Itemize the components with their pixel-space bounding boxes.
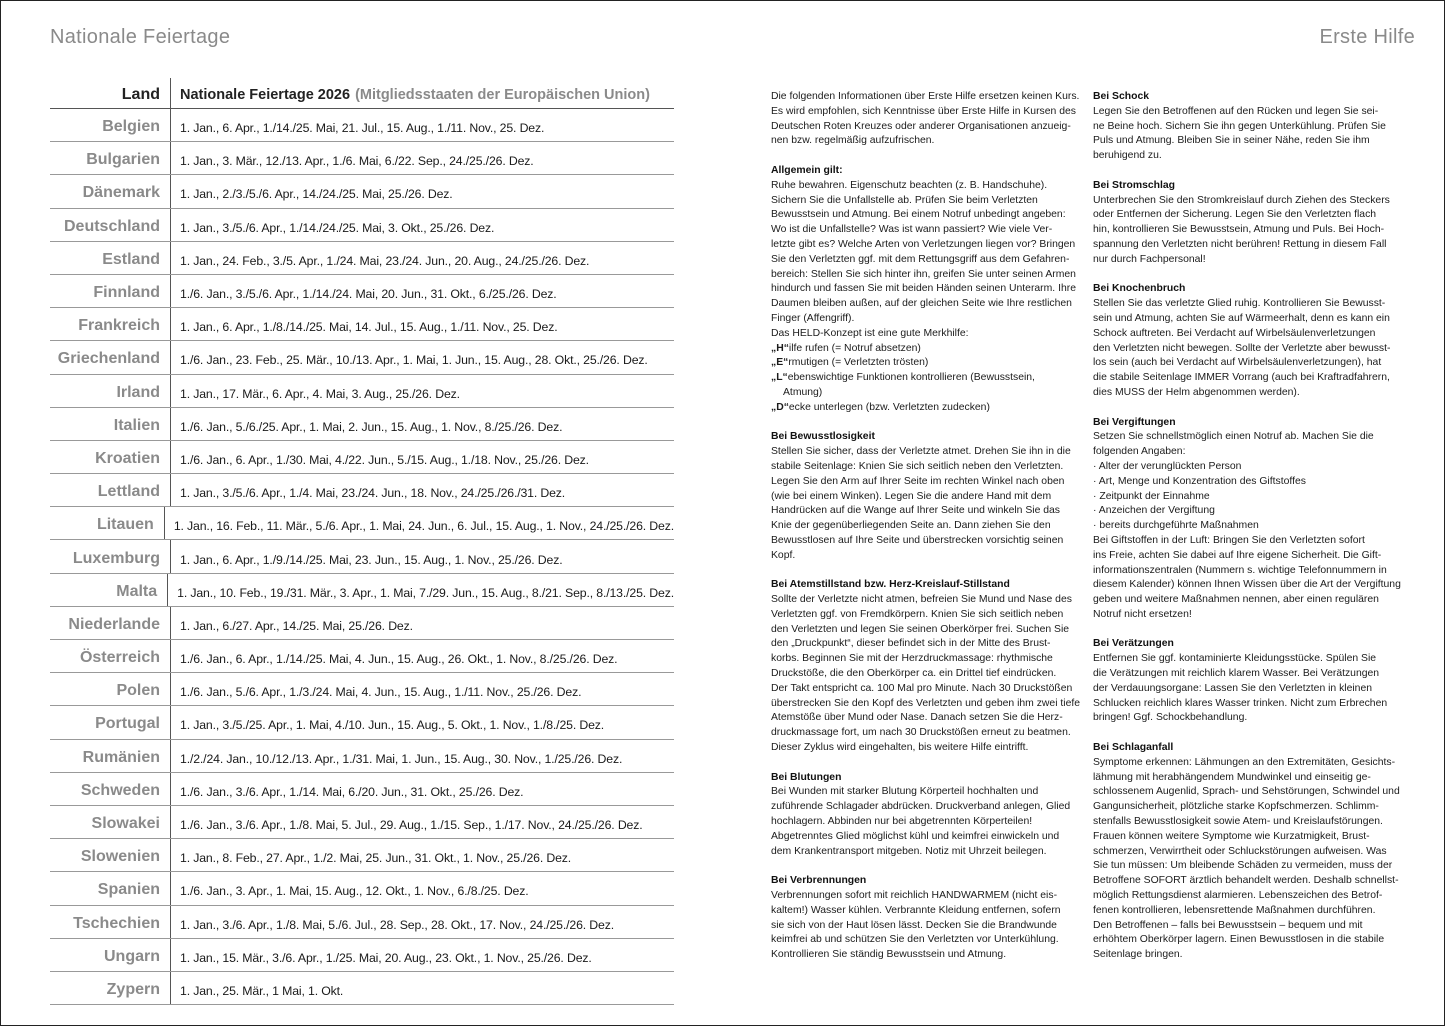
text-line: lähmung mit herabhängendem Mundwinkel und einseitig ge- [1093,771,1371,783]
dates-cell [171,806,674,838]
table-row [50,540,674,573]
country-cell [50,308,171,340]
blutungen-section [771,771,1071,860]
text-line: stabile Seitenlage: Knien Sie sich seitlich neben den Verletzten. [771,460,1064,472]
text-line: zuführende Schlagader abdrücken. Druckverband anlegen, Glied [771,801,1071,813]
holiday-dates: 1./6. Jan., 6. Apr., 1./30. Mai, 4./22. Jun., 5./15. Aug., 1./18. Nov., 25./26. Dez. [180,452,589,467]
text-line: hin, kontrollieren Sie Bewusstsein, Atmung und Puls. Bei Hoch- [1093,224,1385,236]
text-line: schmerzen, Verwirrtheit oder Schluckstörungen aufweisen. Was [1093,845,1387,857]
holiday-dates: 1. Jan., 6. Apr., 1./9./14./25. Mai, 23. Jun., 15. Aug., 1. Nov., 25./26. Dez. [180,552,563,567]
text-line: die stabile Seitenlage IMMER Vorrang (auch bei Kraftradfahrern, [1093,372,1390,384]
text-line: Daumen bleiben außen, auf der gleichen Seite wie Ihre restlichen [771,298,1072,310]
country-cell [50,209,171,241]
holiday-table [50,78,674,1005]
holiday-dates: 1. Jan., 3. Mär., 12./13. Apr., 1./6. Mai, 6./22. Sep., 24./25./26. Dez. [180,154,534,169]
allgemein-section [771,164,1076,416]
country-cell [50,972,171,1004]
holiday-dates: 1. Jan., 3./5./25. Apr., 1. Mai, 4./10. Jun., 15. Aug., 5. Okt., 1. Nov., 1./8./25. Dez. [180,718,605,733]
dates-cell [171,142,674,174]
text-line: die Verätzungen mit reichlich klarem Wasser. Bei Verätzungen [1093,668,1380,680]
text-line: bringen! Ggf. Schockbehandlung. [1093,712,1248,724]
country-cell [50,408,171,440]
table-row [50,773,674,806]
text-line: Das HELD-Konzept ist eine gute Merkhilfe: [771,327,969,339]
text-line: · Anzeichen der Vergiftung [1093,505,1215,517]
dates-cell [171,939,674,971]
text-line: Finger (Affengriff). [771,312,855,324]
bewusstlosigkeit-text [771,445,1071,563]
table-row [50,607,674,640]
table-row [50,906,674,939]
text-line: Legen Sie den Arm auf Ihrer Seite im rechten Winkel nach oben [771,475,1065,487]
country-name: Luxemburg [72,549,160,567]
table-row [50,706,674,739]
text-line: oder Entfernen der Sicherung. Legen Sie den Verletzten flach [1093,209,1377,221]
country-name: Frankreich [78,317,160,335]
holiday-dates: 1. Jan., 6. Apr., 1./14./25. Mai, 21. Jul., 15. Aug., 1./11. Nov., 25. Dez. [180,121,545,136]
text-line: Schlucken reichlich klares Wasser trinken. Nicht zum Erbrechen [1093,697,1388,709]
text-line: Abgetrenntes Glied möglichst kühl und keimfrei einwickeln und [771,830,1060,842]
text-line: kaltem!) Wasser kühlen. Verbrannte Kleidung entfernen, sofern [771,904,1061,916]
held-item [771,401,1071,416]
country-name: Spanien [97,881,160,899]
schock-heading: Bei Schock [1093,91,1150,102]
dates-cell [171,906,674,938]
text-line: Frauen können weitere Symptome wie Kurzatmigkeit, Brust- [1093,830,1370,842]
country-name: Belgien [102,118,160,136]
blutungen-text [771,785,1071,859]
first-aid-column-left [771,90,1081,978]
held-text: Atmung) [783,386,823,398]
country-cell [50,109,171,141]
text-line: Stellen Sie das verletzte Glied ruhig. Kontrollieren Sie Bewusst- [1093,298,1386,310]
dates-cell [171,341,674,373]
text-line: korbs. Beginnen Sie mit der Herzdruckmassage: rhythmische [771,653,1053,665]
holiday-dates: 1./6. Jan., 5./6./25. Apr., 1. Mai, 2. Jun., 15. Aug., 1. Nov., 8./25./26. Dez. [180,419,563,434]
country-name: Österreich [79,649,160,667]
text-line: den Verletzten und legen Sie seinen Oberkörper frei. Suchen Sie [771,623,1070,635]
dates-cell [171,242,674,274]
country-cell [50,939,171,971]
dates-cell [171,673,674,705]
intro-section [771,90,1080,149]
country-cell [50,341,171,373]
held-item [771,342,1071,357]
header-dates-title: Nationale Feiertage 2026 [180,87,351,103]
text-line: (wie bei einem Winken). Legen Sie die andere Hand mit dem [771,490,1052,502]
text-line: dem Krankentransport mitgeben. Notiz mit Uhrzeit beilegen. [771,845,1047,857]
intro-text [771,90,1080,149]
first-aid-column-right [1093,90,1401,978]
text-line: Seitenlage bringen. [1093,949,1183,961]
holiday-dates: 1./2./24. Jan., 10./12./13. Apr., 1./31. Mai, 1. Jun., 15. Aug., 30. Nov., 1./25./26. Dez. [180,751,623,766]
holiday-dates: 1. Jan., 6./27. Apr., 14./25. Mai, 25./26. Dez. [180,618,413,633]
text-line: dies MUSS der Helm abgenommen werden). [1093,386,1300,398]
country-name: Schweden [80,781,160,799]
country-name: Rumänien [82,748,160,766]
held-letter: „E“ [771,357,789,369]
country-cell [50,242,171,274]
held-item [771,386,1071,401]
table-header [50,78,674,109]
text-line: Dieser Zyklus wird eingehalten, bis weitere Hilfe eintrifft. [771,742,1029,754]
dates-cell [168,574,674,606]
text-line: Kontrollieren Sie ständig Bewusstsein und Atmung. [771,949,1007,961]
holiday-dates: 1. Jan., 15. Mär., 3./6. Apr., 1./25. Mai, 20. Aug., 23. Okt., 1. Nov., 25./26. Dez. [180,950,592,965]
country-cell [50,574,168,606]
country-cell [50,540,171,572]
country-name: Slowakei [91,815,160,833]
country-name: Malta [116,582,158,600]
text-line: Handrücken auf die Wange auf Ihrer Seite und winkeln Sie das [771,505,1060,517]
country-name: Deutschland [63,217,160,235]
country-name: Slowenien [80,848,160,866]
text-line: spannung den Verletzten nicht berühren! Rettung in diesem Fall [1093,238,1387,250]
text-line: bereich: Stellen Sie sich hinter ihn, greifen Sie unter seinen Armen [771,268,1076,280]
text-line: Verbrennungen sofort mit reichlich HANDWARMEM (nicht eis- [771,890,1058,902]
schlaganfall-text [1093,756,1400,963]
vergiftungen-heading: Bei Vergiftungen [1093,416,1176,428]
holiday-dates: 1. Jan., 25. Mär., 1 Mai, 1. Okt. [180,983,344,998]
atemstillstand-text [771,593,1081,756]
dates-cell [171,839,674,871]
table-row [50,341,674,374]
text-line: Bewusstsein und Atmung. Bei einem Notruf unbedingt angeben: [771,209,1066,221]
text-line: geben und weitere Maßnahmen nennen, aber einen regulären [1093,594,1379,606]
table-row [50,474,674,507]
holiday-dates: 1. Jan., 2./3./5./6. Apr., 14./24./25. Mai, 25./26. Dez. [180,187,453,202]
dates-cell [171,109,674,141]
knochenbruch-section [1093,282,1393,400]
text-line: Setzen Sie schnellstmöglich einen Notruf ab. Machen Sie die [1093,431,1374,443]
holiday-dates: 1./6. Jan., 5./6. Apr., 1./3./24. Mai, 4. Jun., 15. Aug., 1./11. Nov., 25./26. Dez. [180,685,582,700]
dates-cell [171,209,674,241]
held-text: ebenswichtige Funktionen kontrollieren (Bewusstsein, [787,372,1035,384]
held-text: rmutigen (= Verletzten trösten) [788,357,929,369]
text-line: · bereits durchgeführte Maßnahmen [1093,520,1259,532]
country-cell [50,474,171,506]
table-body [50,109,674,1005]
table-row [50,275,674,308]
text-line: Druckstöße, die den Oberkörper ca. ein Drittel tief eindrücken. [771,668,1057,680]
schlaganfall-section [1093,741,1400,963]
veraetzungen-text [1093,652,1393,726]
veraetzungen-section [1093,637,1393,726]
text-line: schlossenem Augenlid, Sprach- und Sehstörungen, Schwindel und [1093,786,1400,798]
table-row [50,375,674,408]
dates-cell [171,474,674,506]
dates-cell [171,706,674,738]
held-item [771,371,1071,386]
running-head-left: Nationale Feiertage [50,26,231,48]
table-row [50,839,674,872]
holiday-dates: 1. Jan., 6. Apr., 1./8./14./25. Mai, 14. Jul., 15. Aug., 1./11. Nov., 25. Dez. [180,320,558,335]
table-row [50,408,674,441]
table-row [50,574,674,607]
country-cell [50,806,171,838]
blutungen-heading: Bei Blutungen [771,771,842,783]
holiday-dates: 1. Jan., 3./5./6. Apr., 1./14./24./25. Mai, 3. Okt., 25./26. Dez. [180,220,495,235]
country-cell [50,607,171,639]
table-row [50,507,674,540]
text-line: Knie der gegenüberliegenden Seite an. Dann ziehen Sie den [771,520,1051,532]
holiday-dates: 1./6. Jan., 3./5./6. Apr., 1./14./24. Mai, 20. Jun., 31. Okt., 6./25./26. Dez. [180,287,557,302]
text-line: überstrecken Sie den Kopf des Verletzten und geben ihm zwei tiefe [771,697,1081,709]
dates-cell [171,408,674,440]
text-line: Entfernen Sie ggf. kontaminierte Kleidungsstücke. Spülen Sie [1093,653,1377,665]
text-line: keimfrei ab und schützen Sie den Verletzten vor Unterkühlung. [771,934,1059,946]
header-dates-subtitle: (Mitgliedsstaaten der Europäischen Union) [355,87,650,103]
text-line: Die folgenden Informationen über Erste Hilfe ersetzen keinen Kurs. [771,91,1080,102]
text-line: Unterbrechen Sie den Stromkreislauf durch Ziehen des Steckers [1093,194,1390,206]
bewusstlosigkeit-heading: Bei Bewusstlosigkeit [771,431,875,443]
country-name: Litauen [96,516,154,534]
country-cell [50,773,171,805]
holiday-dates: 1. Jan., 10. Feb., 19./31. Mär., 3. Apr., 1. Mai, 7./29. Jun., 15. Aug., 8./21. Sep., 8./13./25. Dez. [177,585,674,600]
schlaganfall-heading: Bei Schlaganfall [1093,742,1174,754]
text-line: Sichern Sie die Unfallstelle ab. Prüfen Sie beim Verletzten [771,194,1038,206]
country-name: Polen [116,682,160,700]
knochenbruch-text [1093,297,1393,401]
table-row [50,175,674,208]
holiday-dates: 1./6. Jan., 3. Apr., 1. Mai, 15. Aug., 12. Okt., 1. Nov., 6./8./25. Dez. [180,884,529,899]
country-cell [50,142,171,174]
table-row [50,441,674,474]
verbrennungen-heading: Bei Verbrennungen [771,875,867,887]
text-line: hindurch und fassen Sie mit beiden Händen seinen Unterarm. Ihre [771,283,1076,295]
text-line: informationszentralen (Nummern s. wichtige Telefonnummern in [1093,564,1387,576]
allgemein-heading: Allgemein gilt: [771,164,843,176]
holiday-dates: 1. Jan., 8. Feb., 27. Apr., 1./2. Mai, 25. Jun., 31. Okt., 1. Nov., 25./26. Dez. [180,851,572,866]
text-line: den Verletzten nicht bewegen. Sollte der Verletzte aber bewusst- [1093,342,1391,354]
table-row [50,209,674,242]
text-line: · Zeitpunkt der Einnahme [1093,490,1210,502]
text-line: Bewusstlosen auf Ihre Seite und überstrecken vorsichtig seinen [771,534,1064,546]
verbrennungen-text [771,889,1071,963]
text-line: hochlagern. Abbinden nur bei abgetrennten Körperteilen! [771,816,1033,828]
text-line: beruhigend zu. [1093,150,1162,162]
stromschlag-text [1093,194,1393,268]
held-letter: „L“ [771,372,788,384]
text-line: diesem Kalender) können Ihnen Wissen über die Art der Vergiftung [1093,579,1401,591]
holiday-dates: 1. Jan., 3./5./6. Apr., 1./4. Mai, 23./24. Jun., 18. Nov., 24./25./26./31. Dez. [180,486,566,501]
text-line: sie sich von der Haut lösen lässt. Decken Sie die Brandwunde [771,919,1057,931]
text-line: Notruf nicht ersetzen! [1093,608,1192,620]
holiday-dates: 1./6. Jan., 3./6. Apr., 1./14. Mai, 6./20. Jun., 31. Okt., 25./26. Dez. [180,784,524,799]
text-line: folgenden Angaben: [1093,446,1186,458]
text-line: Puls und Atmung. Bleiben Sie in seiner Nähe, reden Sie ihm [1093,135,1370,147]
text-line: Sie den Verletzten ggf. mit dem Rettungsgriff aus dem Gefahren- [771,253,1070,265]
country-cell [50,706,171,738]
running-head-right: Erste Hilfe [1319,26,1415,48]
country-cell [50,441,171,473]
header-land-cell [50,78,171,108]
text-line: Bei Wunden mit starker Blutung Körperteil hochhalten und [771,786,1039,798]
country-name: Dänemark [82,184,160,202]
dates-cell [171,275,674,307]
text-line: möglich Rettungsdienst alarmieren. Lebenszeichen des Betrof- [1093,890,1383,902]
country-name: Lettland [97,483,160,501]
text-line: Atemstöße über Mund oder Nase. Danach setzen Sie die Herz- [771,712,1063,724]
country-cell [50,175,171,207]
held-list [771,342,1071,416]
country-name: Portugal [95,715,160,733]
holiday-dates: 1./6. Jan., 23. Feb., 25. Mär., 10./13. Apr., 1. Mai, 1. Jun., 15. Aug., 28. Okt., 25./26. Dez. [180,353,648,368]
vergiftungen-section [1093,416,1401,623]
country-name: Kroatien [95,449,160,467]
text-line: Deutschen Roten Kreuzes oder anderer Organisationen anzueig- [771,120,1071,132]
held-letter: „D“ [771,401,789,413]
text-line: letzte gibt es? Welche Arten von Verletzungen liegen vor? Bringen [771,238,1076,250]
text-line: nur durch Fachpersonal! [1093,253,1206,265]
country-name: Irland [116,383,160,401]
dates-cell [171,607,674,639]
text-line: Stellen Sie sicher, dass der Verletzte atmet. Drehen Sie ihn in die [771,446,1071,458]
dates-cell [171,308,674,340]
table-row [50,872,674,905]
text-line: Der Takt entspricht ca. 100 Mal pro Minute. Nach 30 Druckstößen [771,682,1073,694]
country-cell [50,906,171,938]
verbrennungen-section [771,874,1071,963]
dates-cell [171,175,674,207]
country-cell [50,839,171,871]
held-text: ecke unterlegen (bzw. Verletzten zudecken) [788,401,990,413]
header-land-label: Land [121,86,160,103]
held-text: ilfe rufen (= Notruf absetzen) [788,342,921,354]
table-row [50,673,674,706]
country-cell [50,673,171,705]
knochenbruch-heading: Bei Knochenbruch [1093,283,1186,295]
country-name: Ungarn [104,947,160,965]
holiday-dates: 1. Jan., 17. Mär., 6. Apr., 4. Mai, 3. Aug., 25./26. Dez. [180,386,460,401]
holiday-dates: 1. Jan., 16. Feb., 11. Mär., 5./6. Apr., 1. Mai, 24. Jun., 6. Jul., 15. Aug., 1. Nov., 24./25./26. Dez. [173,519,674,534]
country-name: Bulgarien [86,151,160,169]
dates-cell [165,507,674,539]
text-line: sein und Atmung, achten Sie auf Wärmeerhalt, denn es kann ein [1093,312,1390,324]
text-line: Sie tun müssen: Um bleibende Schäden zu vermeiden, muss der [1093,860,1393,872]
text-line: · Alter der verunglückten Person [1093,460,1242,472]
country-name: Italien [113,416,160,434]
table-row [50,640,674,673]
text-line: Den Betroffenen – falls bei Bewusstsein – bequem und mit [1093,919,1363,931]
holiday-dates: 1. Jan., 3./6. Apr., 1./8. Mai, 5./6. Jul., 28. Sep., 28. Okt., 17. Nov., 24./25./26. Dez. [180,917,614,932]
table-row [50,242,674,275]
text-line: nen bzw. regelmäßig aufzufrischen. [771,135,935,147]
text-line: Symptome erkennen: Lähmungen an den Extremitäten, Gesichts- [1093,756,1396,768]
text-line: ne Beine hoch. Sichern Sie ihn gegen Unterkühlung. Prüfen Sie [1093,120,1386,132]
text-line: Schock auftreten. Bei Verdacht auf Wirbelsäulenverletzungen [1093,327,1376,339]
table-row [50,740,674,773]
text-line: Sollte der Verletzte nicht atmen, befreien Sie Mund und Nase des [771,594,1072,606]
text-line: stenfalls Bewusstlosigkeit sowie Atem- und Kreislaufstörungen. [1093,816,1383,828]
holiday-dates: 1./6. Jan., 3./6. Apr., 1./8. Mai, 5. Jul., 29. Aug., 1./15. Sep., 1./17. Nov., 24./25./26. Dez. [180,818,643,833]
table-row [50,308,674,341]
table-row [50,142,674,175]
text-line: druckmassage fort, um nach 30 Druckstößen erneut zu beatmen. [771,727,1071,739]
country-cell [50,375,171,407]
country-cell [50,640,171,672]
text-line: fenen kontrollieren, lebensrettende Maßnahmen durchführen. [1093,904,1376,916]
country-name: Finnland [93,284,160,302]
dates-cell [171,540,674,572]
holiday-dates: 1./6. Jan., 6. Apr., 1./14./25. Mai, 4. Jun., 15. Aug., 26. Okt., 1. Nov., 8./25./26. Dez. [180,652,618,667]
dates-cell [171,740,674,772]
table-row [50,109,674,142]
country-cell [50,275,171,307]
dates-cell [171,773,674,805]
dates-cell [171,972,674,1004]
held-letter: „H“ [771,342,789,354]
text-line: los sein (auch bei Verdacht auf Wirbelsäulenverletzungen), hat [1093,357,1382,369]
text-line: · Art, Menge und Konzentration des Giftstoffes [1093,475,1306,487]
country-name: Tschechien [73,914,160,932]
vergiftungen-text [1093,430,1401,622]
text-line: erhöhtem Oberkörper lagern. Einen Bewusstlosen in die stabile [1093,934,1385,946]
bewusstlosigkeit-section [771,430,1071,563]
text-line: Verletzten ggf. von Fremdkörpern. Knien Sie sich seitlich neben [771,608,1064,620]
text-line: Gangunsicherheit, plötzliche starke Kopfschmerzen. Schlimm- [1093,801,1379,813]
country-name: Niederlande [68,615,160,633]
dates-cell [171,375,674,407]
atemstillstand-heading: Bei Atemstillstand bzw. Herz-Kreislauf-Stillstand [771,579,1010,591]
veraetzungen-heading: Bei Verätzungen [1093,638,1174,650]
held-item [771,356,1071,371]
country-cell [50,872,171,904]
table-row [50,806,674,839]
stromschlag-section [1093,179,1393,268]
text-line: der Verdauungsorgane: Lassen Sie den Verletzten in kleinen [1093,682,1373,694]
country-name: Griechenland [57,350,160,368]
text-line: Bei Giftstoffen in der Luft: Bringen Sie den Verletzten sofort [1093,534,1365,546]
holiday-dates: 1. Jan., 24. Feb., 3./5. Apr., 1./24. Mai, 23./24. Jun., 20. Aug., 24./25./26. Dez. [180,253,590,268]
country-name: Estland [102,250,160,268]
text-line: Kopf. [771,549,796,561]
atemstillstand-section [771,578,1081,756]
text-line: Ruhe bewahren. Eigenschutz beachten (z. B. Handschuhe). [771,179,1048,191]
country-cell [50,507,165,539]
country-cell [50,740,171,772]
dates-cell [171,640,674,672]
stromschlag-heading: Bei Stromschlag [1093,179,1175,191]
header-dates-cell [171,78,674,108]
dates-cell [171,441,674,473]
allgemein-text [771,179,1076,342]
dates-cell [171,872,674,904]
table-row [50,972,674,1005]
text-line: Betroffene SOFORT ärztlich behandelt werden. Deshalb schnellst- [1093,875,1399,887]
schock-text [1093,105,1393,164]
text-line: Legen Sie den Betroffenen auf den Rücken und legen Sie sei- [1093,105,1379,117]
text-line: ins Freie, achten Sie dabei auf Ihre eigene Sicherheit. Die Gift- [1093,549,1382,561]
text-line: Wo ist die Unfallstelle? Was ist wann passiert? Wie viele Ver- [771,224,1053,236]
country-name: Zypern [106,980,160,998]
text-line: Es wird empfohlen, sich Kenntnisse über Erste Hilfe in Kursen des [771,105,1076,117]
schock-section [1093,90,1393,164]
text-line: den „Druckpunkt“, dieser befindet sich in der Mitte des Brust- [771,638,1051,650]
table-row [50,939,674,972]
